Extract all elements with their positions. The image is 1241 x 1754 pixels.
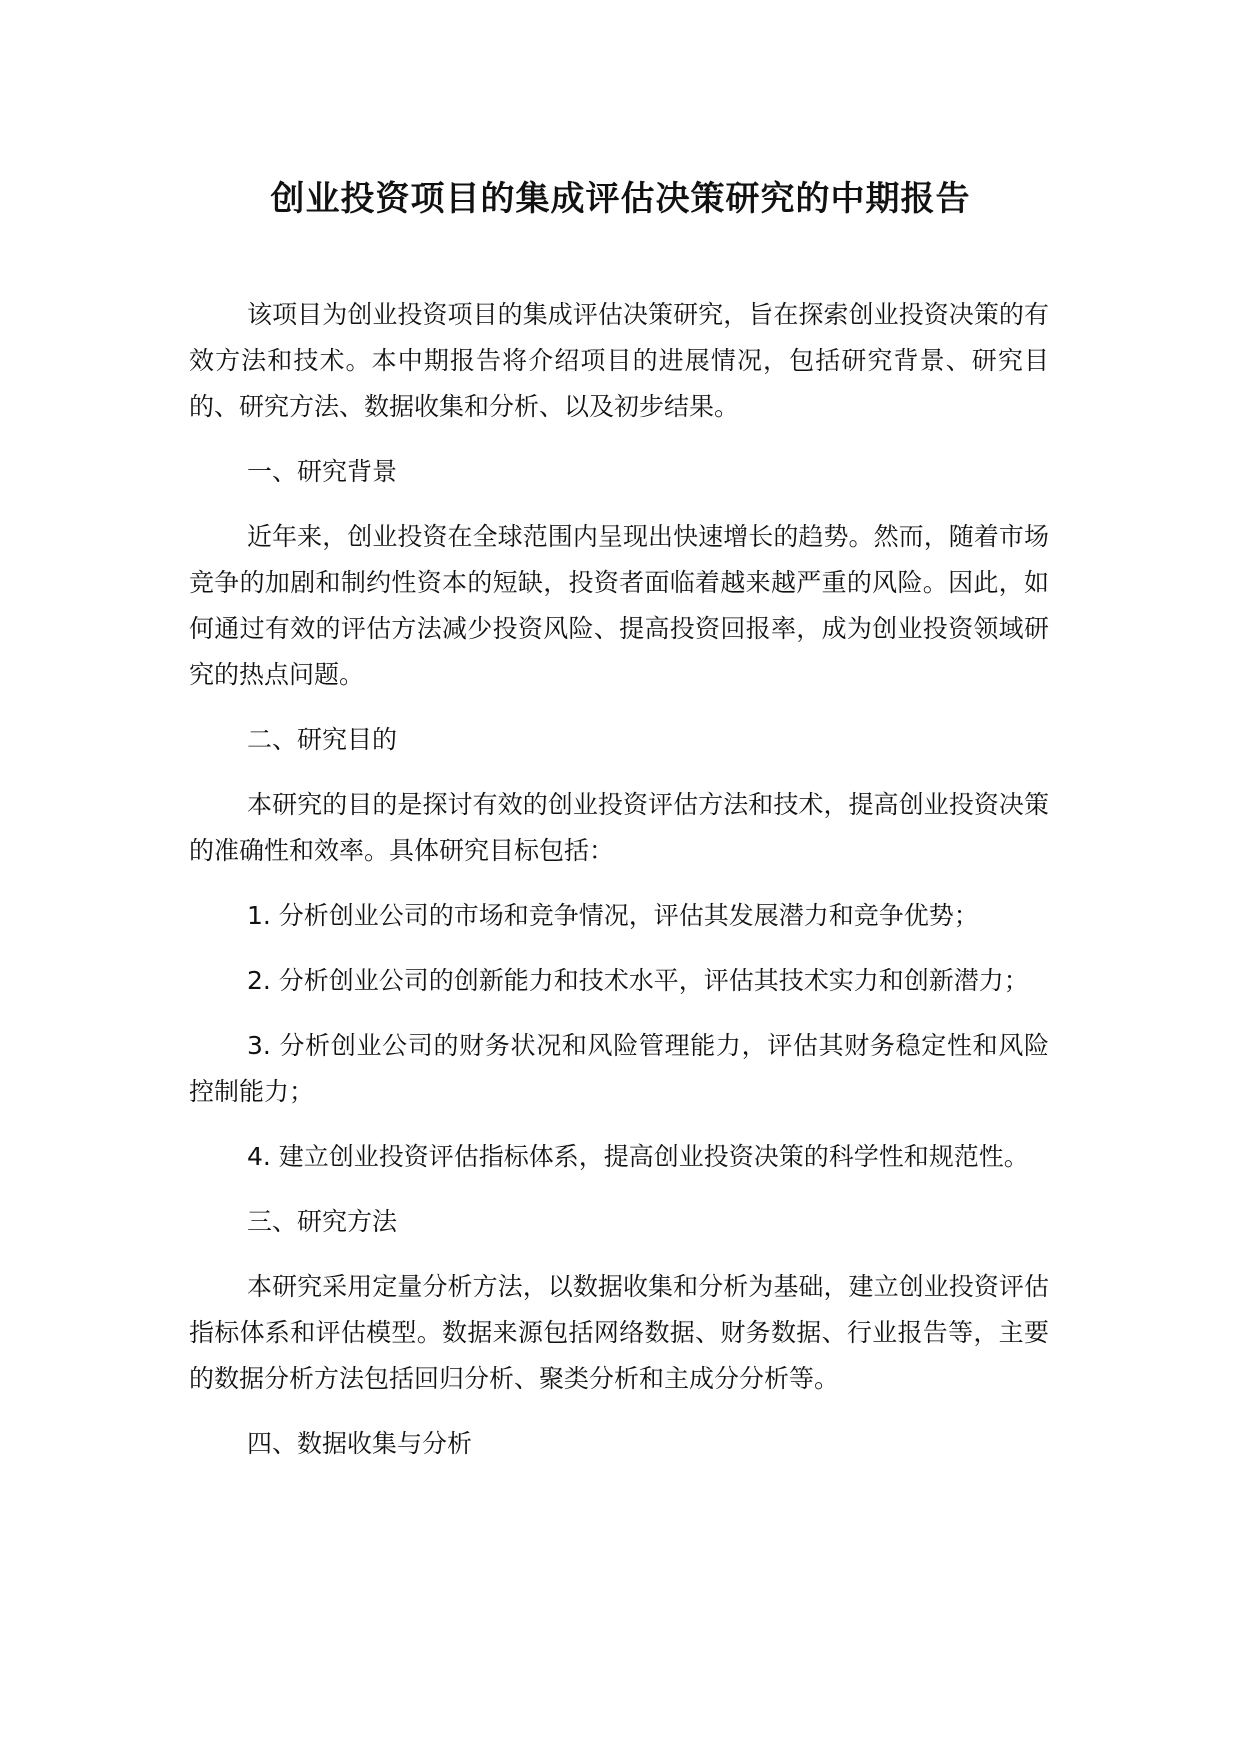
list-item-objective-2: 2. 分析创业公司的创新能力和技术水平，评估其技术实力和创新潜力；: [247, 966, 1029, 995]
paragraph-purpose: 本研究的目的是探讨有效的创业投资评估方法和技术，提高创业投资决策的准确性和效率。具体研究目标包括：: [189, 790, 1049, 865]
document-body: [189, 292, 1049, 1486]
paragraph-intro: 该项目为创业投资项目的集成评估决策研究，旨在探索创业投资决策的有效方法和技术。本中期报告将介绍项目的进展情况，包括研究背景、研究目的、研究方法、数据收集和分析、以及初步结果。: [189, 300, 1049, 421]
section-heading-methods: 三、研究方法: [247, 1207, 398, 1236]
section-heading-purpose: 二、研究目的: [247, 725, 398, 754]
paragraph-background: 近年来，创业投资在全球范围内呈现出快速增长的趋势。然而，随着市场竞争的加剧和制约性资本的短缺，投资者面临着越来越严重的风险。因此，如何通过有效的评估方法减少投资风险、提高投资回报率，成为创业投资领域研究的热点问题。: [189, 522, 1049, 689]
list-item-objective-1: 1. 分析创业公司的市场和竞争情况，评估其发展潜力和竞争优势；: [247, 901, 979, 930]
list-item-objective-3: 3. 分析创业公司的财务状况和风险管理能力，评估其财务稳定性和风险控制能力；: [189, 1031, 1049, 1106]
section-heading-data: 四、数据收集与分析: [247, 1429, 473, 1458]
list-item-objective-4: 4. 建立创业投资评估指标体系，提高创业投资决策的科学性和规范性。: [247, 1142, 1029, 1171]
document-title: 创业投资项目的集成评估决策研究的中期报告: [270, 179, 971, 219]
paragraph-methods: 本研究采用定量分析方法，以数据收集和分析为基础，建立创业投资评估指标体系和评估模型。数据来源包括网络数据、财务数据、行业报告等，主要的数据分析方法包括回归分析、聚类分析和主成分分析等。: [189, 1272, 1049, 1393]
section-heading-background: 一、研究背景: [247, 457, 398, 486]
